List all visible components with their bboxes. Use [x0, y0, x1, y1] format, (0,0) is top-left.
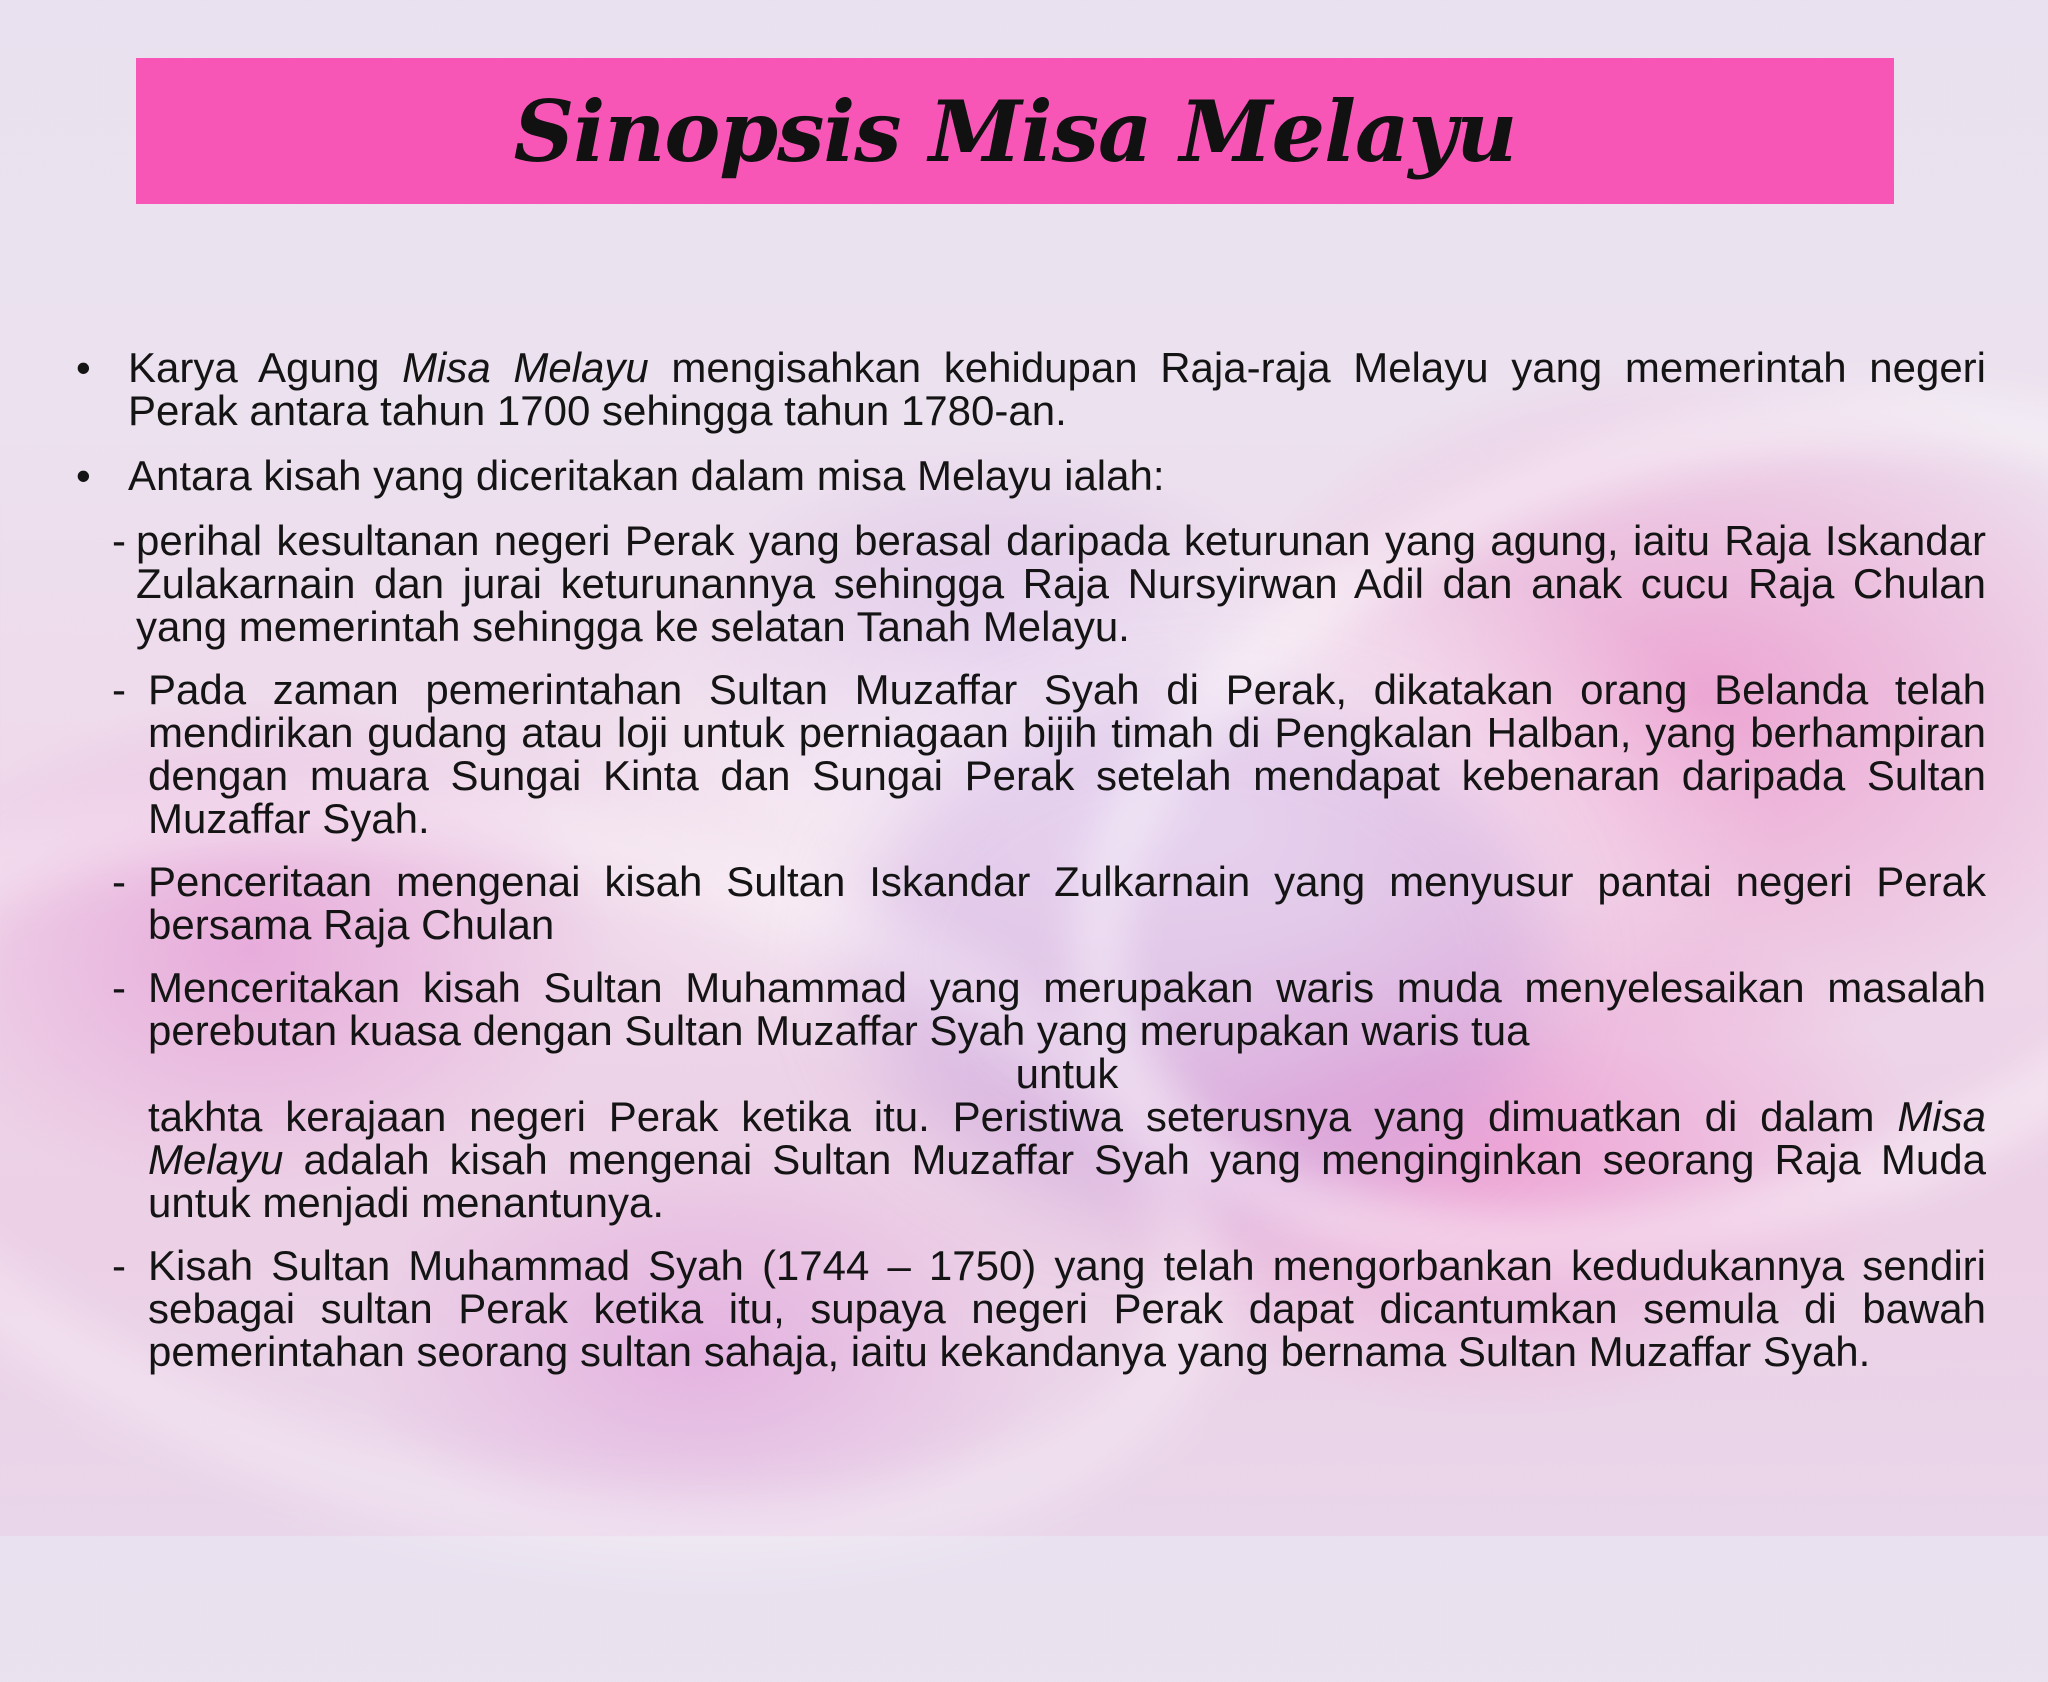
sub-item-text: Kisah Sultan Muhammad Syah (1744 – 1750) yang telah mengorbankan kedudukannya sendiri sebagai sultan Perak ketika itu, supaya negeri Perak dapat dicantumkan semula di bawah pemerintahan seorang sultan sahaja, iaitu kekandanya yang bernama Sultan Muzaffar Syah. — [148, 1242, 1986, 1375]
sub-item — [72, 519, 1986, 648]
bullet-text-suffix: mengisahkan kehidupan Raja-raja Melayu yang memerintah negeri Perak antara tahun 1700 sehingga tahun 1780-an. — [128, 344, 1986, 434]
sub-item-text-centered: untuk — [1015, 1050, 1119, 1097]
bullet-item — [72, 346, 1986, 432]
sub-item — [72, 860, 1986, 946]
bullet-icon: • — [76, 452, 91, 499]
title-banner — [136, 58, 1894, 204]
dash-marker: - — [112, 1242, 126, 1289]
sub-item-text: takhta kerajaan negeri Perak ketika itu. Peristiwa seterusnya yang dimuatkan di dalam — [148, 1093, 1898, 1140]
sub-item-text: perihal kesultanan negeri Perak yang berasal daripada keturunan yang agung, iaitu Raja Iskandar Zulakarnain dan jurai keturunannya sehingga Raja Nursyirwan Adil dan anak cucu Raja Chulan yang memerintah sehingga ke selatan Tanah Melayu. — [136, 517, 1986, 650]
sub-item — [72, 668, 1986, 840]
bullet-item — [72, 454, 1986, 497]
sub-item — [72, 1244, 1986, 1373]
dash-marker: - — [112, 517, 126, 564]
sub-item-text: adalah kisah mengenai Sultan Muzaffar Syah yang menginginkan seorang Raja Muda untuk menjadi menantunya. — [148, 1136, 1986, 1226]
dash-marker: - — [112, 858, 126, 905]
sub-item-text: Pada zaman pemerintahan Sultan Muzaffar Syah di Perak, dikatakan orang Belanda telah mendirikan gudang atau loji untuk perniagaan bijih timah di Pengkalan Halban, yang berhampiran dengan muara Sungai Kinta dan Sungai Perak setelah mendapat kebenaran daripada Sultan Muzaffar Syah. — [148, 666, 1986, 842]
bullet-text-prefix: Karya Agung — [128, 344, 403, 391]
bullet-text-emphasis: Misa Melayu — [402, 344, 649, 391]
sub-item-text: Menceritakan kisah Sultan Muhammad yang merupakan waris muda menyelesaikan masalah perebutan kuasa dengan Sultan Muzaffar Syah yang merupakan waris tua — [148, 964, 1986, 1054]
bullet-text: Antara kisah yang diceritakan dalam misa Melayu ialah: — [128, 452, 1165, 499]
sub-item — [72, 966, 1986, 1224]
dash-marker: - — [112, 964, 126, 1011]
sub-item-text-emphasis: Misa Melayu — [148, 1093, 1986, 1183]
slide-title: Sinopsis Misa Melayu — [513, 81, 1517, 181]
sub-item-text: Penceritaan mengenai kisah Sultan Iskandar Zulkarnain yang menyusur pantai negeri Perak bersama Raja Chulan — [148, 858, 1986, 948]
slide-body — [72, 346, 1986, 1393]
dash-marker: - — [112, 666, 126, 713]
bullet-icon: • — [76, 344, 91, 391]
